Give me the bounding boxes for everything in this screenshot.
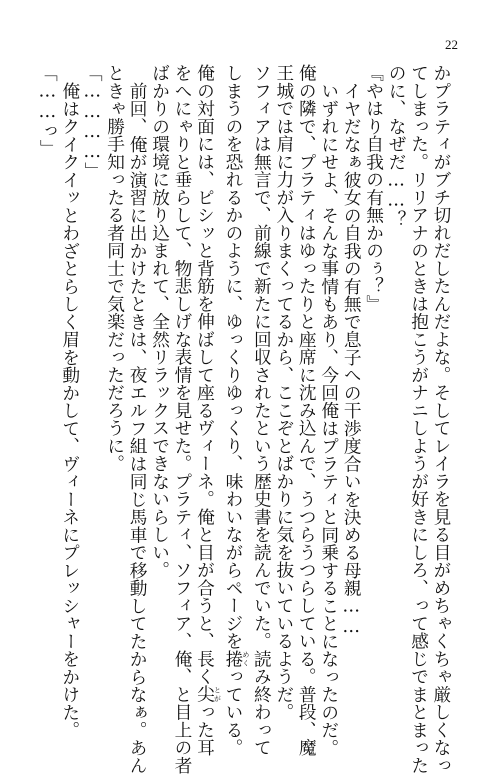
text-line-12: をへにゃりと垂らして、物悲しげな表情を見せた。プラティ、ソフィア、俺、と目上の者 (172, 64, 193, 774)
ruby-base: 尖 (194, 685, 215, 703)
ruby-reading: めく (241, 649, 250, 668)
text-line-13: ばかりの環境に放り込まれて、全然リラックスできないらしい。 (149, 64, 170, 579)
ruby-reading: とが (213, 685, 222, 703)
text-line-7: 俺の隣で、プラティはゆったりと座席に沈み込んで、うつらうつらしている。普段、魔 (296, 64, 317, 757)
ruby-base: 捲 (222, 649, 243, 668)
text-line-8: 王城では肩に力が入りまくってるから、ここぞとばかりに気を抜いているようだ。 (273, 64, 294, 721)
text-line-2: てしまった。リリアナのときは抱こうがナニしようが好きにしろ、って感じでまとまった (408, 64, 429, 774)
text-line-10-part-1: しまうのを恐れるかのように、ゆっくりゆっくり、味わいながらページを (222, 64, 243, 650)
text-line-1: かプラティがブチ切れだしたんだよな。そしてレイラを見る目がめちゃくちゃ厳しくなっ (431, 64, 451, 774)
text-line-5: イヤだなぁ彼女の自我の有無で息子への干渉度合いを決める母親…… (341, 81, 362, 637)
text-line-6: いずれにせよ、そんな事情もあり、今回俺はプラティと同乗することになったのだ。 (318, 81, 339, 757)
page-number: 22 (445, 37, 458, 52)
text-line-14: 前回、俺が演習に出かけたときは、夜エルフ組は同じ馬車で移動してたからなぁ。あん (127, 81, 148, 774)
text-line-3: のに、なぜだ……？ (386, 64, 407, 229)
text-line-11-part-2: った耳 (194, 703, 215, 757)
vertical-text-block (37, 64, 452, 774)
text-line-15: ときゃ勝手知ったる者同士で気楽だっただろうに。 (104, 64, 125, 473)
text-line-9: ソフィアは無言で、前線で新たに回収されたという歴史書を読んでいた。読み終わって (251, 64, 272, 757)
text-line-4: 『やはり自我の有無かのぅ？』 (363, 64, 384, 313)
text-line-18: 「……っ」 (37, 64, 58, 158)
text-line-17: 俺はクイクイッとわざとらしく眉を動かして、ヴィーネにプレッシャーをかけた。 (59, 81, 80, 739)
ruby-togaru (194, 685, 222, 703)
ruby-mekuru (222, 649, 250, 668)
text-line-11 (193, 64, 222, 757)
text-line-10-part-2: っている。 (222, 667, 243, 757)
text-line-16: 「…………」 (82, 64, 103, 180)
text-line-10 (221, 64, 250, 757)
text-line-11-part-1: 俺の対面には、ピシッと背筋を伸ばして座るヴィーネ。俺と目が合うと、長く (194, 64, 215, 686)
